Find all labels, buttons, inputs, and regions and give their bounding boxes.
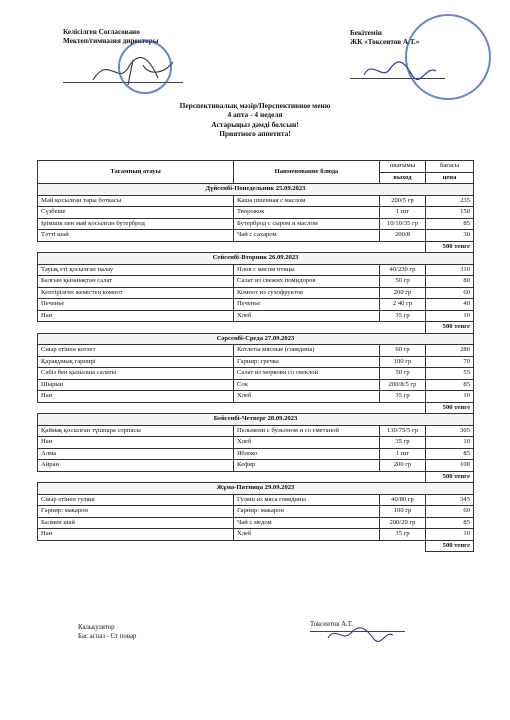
dish-yield: 35 гр [380,391,426,403]
footer-signature [325,624,395,644]
dish-name-ru: Плов с мясом птицы [234,264,380,276]
dish-name-ru: Хлеб [234,437,380,449]
dish-price: 100 [426,460,474,472]
menu-row [38,218,474,230]
menu-row [38,287,474,299]
dish-name-kz: Нан [38,529,234,541]
menu-row [38,460,474,472]
menu-row [38,264,474,276]
menu-row [38,368,474,380]
dish-name-kz: Кептірілген жемістен компот [38,287,234,299]
day-total-row [38,322,474,334]
dish-name-kz: Печенье [38,299,234,311]
dish-price: 280 [426,345,474,357]
day-total: 500 тенге [426,322,474,334]
day-label: Бейсенбі-Четверг 28.09.2023 [38,414,474,426]
menu-row [38,506,474,518]
menu-row [38,310,474,322]
approved-label: Келісілген Согласовано [63,28,140,36]
dish-yield: 40/230 гр [380,264,426,276]
day-total-row [38,471,474,483]
dish-yield: 35 гр [380,437,426,449]
col-header-kz: Тағамның атауы [38,161,234,184]
dish-price: 70 [426,356,474,368]
dish-name-ru: Хлеб [234,529,380,541]
dish-name-ru: Яблоко [234,448,380,460]
dish-yield: 10/10/35 гр [380,218,426,230]
dish-name-kz: Сәбіз бен қызылша салаты [38,368,234,380]
dish-yield: 100 гр [380,506,426,518]
footer-name: Токсеитов А.Т. [310,621,353,628]
dish-name-kz: Нан [38,310,234,322]
dish-name-kz: Алма [38,448,234,460]
dish-name-kz: Тауық еті қосылған палау [38,264,234,276]
dish-name-kz: Гарнир: макарон [38,506,234,518]
dish-name-kz: Тәтті шай [38,230,234,242]
day-total: 500 тенге [426,402,474,414]
menu-row [38,448,474,460]
title-line-3: Астарыңыз дәмді болсын! [211,119,299,129]
dish-name-kz: Айран [38,460,234,472]
day-header-row [38,253,474,265]
menu-row [38,276,474,288]
dish-name-ru: Котлеты мясные (говядина) [234,345,380,357]
menu-row [38,437,474,449]
day-total: 500 тенге [426,241,474,253]
menu-row [38,391,474,403]
day-header-row [38,414,474,426]
chef-label: Бас аспаз - Ст повар [78,633,137,640]
dish-name-ru: Пельмени с бульоном и со сметаной [234,425,380,437]
dish-name-ru: Гуляш из мяса говядины [234,494,380,506]
day-total-row [38,402,474,414]
menu-row [38,517,474,529]
dish-yield: 200 гр [380,460,426,472]
day-header-row [38,333,474,345]
title-line-1: Перспективалық мәзір/Перспективное меню [179,101,331,110]
dish-name-kz: Нан [38,437,234,449]
dish-name-kz: Шырын [38,379,234,391]
dish-name-ru: Гарнир: макарон [234,506,380,518]
dish-name-kz: Нан [38,391,234,403]
menu-row [38,379,474,391]
menu-row [38,425,474,437]
menu-row [38,230,474,242]
day-label: Сейсенбі-Вторник 26.09.2023 [38,253,474,265]
col-header-yield-ru: выход [380,172,426,184]
dish-price: 10 [426,437,474,449]
dish-price: 30 [426,230,474,242]
dish-price: 85 [426,448,474,460]
menu-row [38,299,474,311]
day-label: Дүйсенбі-Понедельник 25.09.2023 [38,184,474,196]
dish-yield: 100 гр [380,356,426,368]
dish-name-ru: Печенье [234,299,380,311]
dish-name-ru: Хлеб [234,310,380,322]
table-header-row [38,161,474,173]
menu-row [38,345,474,357]
dish-yield: 1 шт [380,207,426,219]
menu-table [37,160,474,552]
calculator-label: Калькулятор [78,624,115,631]
dish-name-ru: Чай с медом [234,517,380,529]
dish-price: 305 [426,425,474,437]
footer-left [78,623,136,641]
col-header-ru: Наименование блюда [234,161,380,184]
dish-price: 235 [426,195,474,207]
dish-price: 10 [426,529,474,541]
dish-name-ru: Салат из моркови со свеклой [234,368,380,380]
dish-price: 150 [426,207,474,219]
menu-row [38,494,474,506]
dish-price: 40 [426,299,474,311]
approve-label: Бекітемін [350,29,382,37]
col-header-price-ru: цена [426,172,474,184]
dish-name-ru: Хлеб [234,391,380,403]
dish-yield: 40/80 гр [380,494,426,506]
dish-yield: 50 гр [380,368,426,380]
day-total-row [38,540,474,552]
dish-yield: 200/5 гр [380,195,426,207]
title-line-4: Приятного аппетита! [219,129,291,139]
dish-price: 80 [426,276,474,288]
dish-yield: 1 шт [380,448,426,460]
dish-yield: 35 гр [380,310,426,322]
menu-row [38,356,474,368]
menu-title [0,101,510,139]
dish-price: 60 [426,287,474,299]
dish-name-kz: Сиыр етінен гуляш [38,494,234,506]
dish-price: 310 [426,264,474,276]
menu-row [38,195,474,207]
dish-name-ru: Салат из свежих помидоров [234,276,380,288]
dish-name-ru: Гарнир: гречка [234,356,380,368]
dish-name-kz: Ірімшік пен май қосылған бутерброд [38,218,234,230]
col-header-yield-kz: шығымы [380,161,426,173]
dish-name-ru: Кефир [234,460,380,472]
dish-price: 10 [426,391,474,403]
day-label: Жұма-Пятница 29.09.2023 [38,483,474,495]
day-total-row [38,241,474,253]
dish-name-ru: Сок [234,379,380,391]
dish-name-ru: Чай с сахаром [234,230,380,242]
dish-name-kz: Сүзбеше [38,207,234,219]
day-label: Сәрсенбі-Среда 27.09.2023 [38,333,474,345]
dish-yield: 200/20 гр [380,517,426,529]
dish-name-ru: Компот из сухофруктов [234,287,380,299]
school-stamp [118,40,172,94]
dish-yield: 200/8 [380,230,426,242]
dish-name-kz: Қарақұмық гарнирі [38,356,234,368]
dish-name-ru: Бутерброд с сыром и маслом [234,218,380,230]
title-line-2: 4 апта - 4 неделя [227,110,283,120]
menu-row [38,529,474,541]
dish-price: 85 [426,218,474,230]
dish-yield: 50 гр [380,276,426,288]
dish-name-kz: Балғын қызанақтан салат [38,276,234,288]
day-total: 500 тенге [426,471,474,483]
dish-name-ru: Каша пшенная с маслом [234,195,380,207]
dish-yield: 200 гр [380,287,426,299]
dish-yield: 60 гр [380,345,426,357]
dish-price: 55 [426,368,474,380]
dish-price: 60 [426,506,474,518]
day-total: 500 тенге [426,540,474,552]
dish-name-kz: Сиыр етінен котлет [38,345,234,357]
day-header-row [38,483,474,495]
dish-price: 85 [426,517,474,529]
company-stamp [405,14,491,100]
dish-price: 345 [426,494,474,506]
dish-yield: 130/75/5 гр [380,425,426,437]
col-header-price-kz: бағасы [426,161,474,173]
dish-price: 10 [426,310,474,322]
day-header-row [38,184,474,196]
entrepreneur-name: ЖК «Токсеитов А.Т.» [350,38,420,46]
dish-yield: 200/8/5 гр [380,379,426,391]
dish-name-kz: Балмен шай [38,517,234,529]
director-title: Мектеп/гимназия директоры [63,37,159,45]
dish-price: 85 [426,379,474,391]
dish-name-ru: Творожок [234,207,380,219]
dish-name-kz: Май қосылған тары боткасы [38,195,234,207]
menu-body [38,184,474,552]
menu-row [38,207,474,219]
dish-name-kz: Қаймақ қосылған түшпара сорпасы [38,425,234,437]
dish-yield: 35 гр [380,529,426,541]
dish-yield: 2 40 гр [380,299,426,311]
